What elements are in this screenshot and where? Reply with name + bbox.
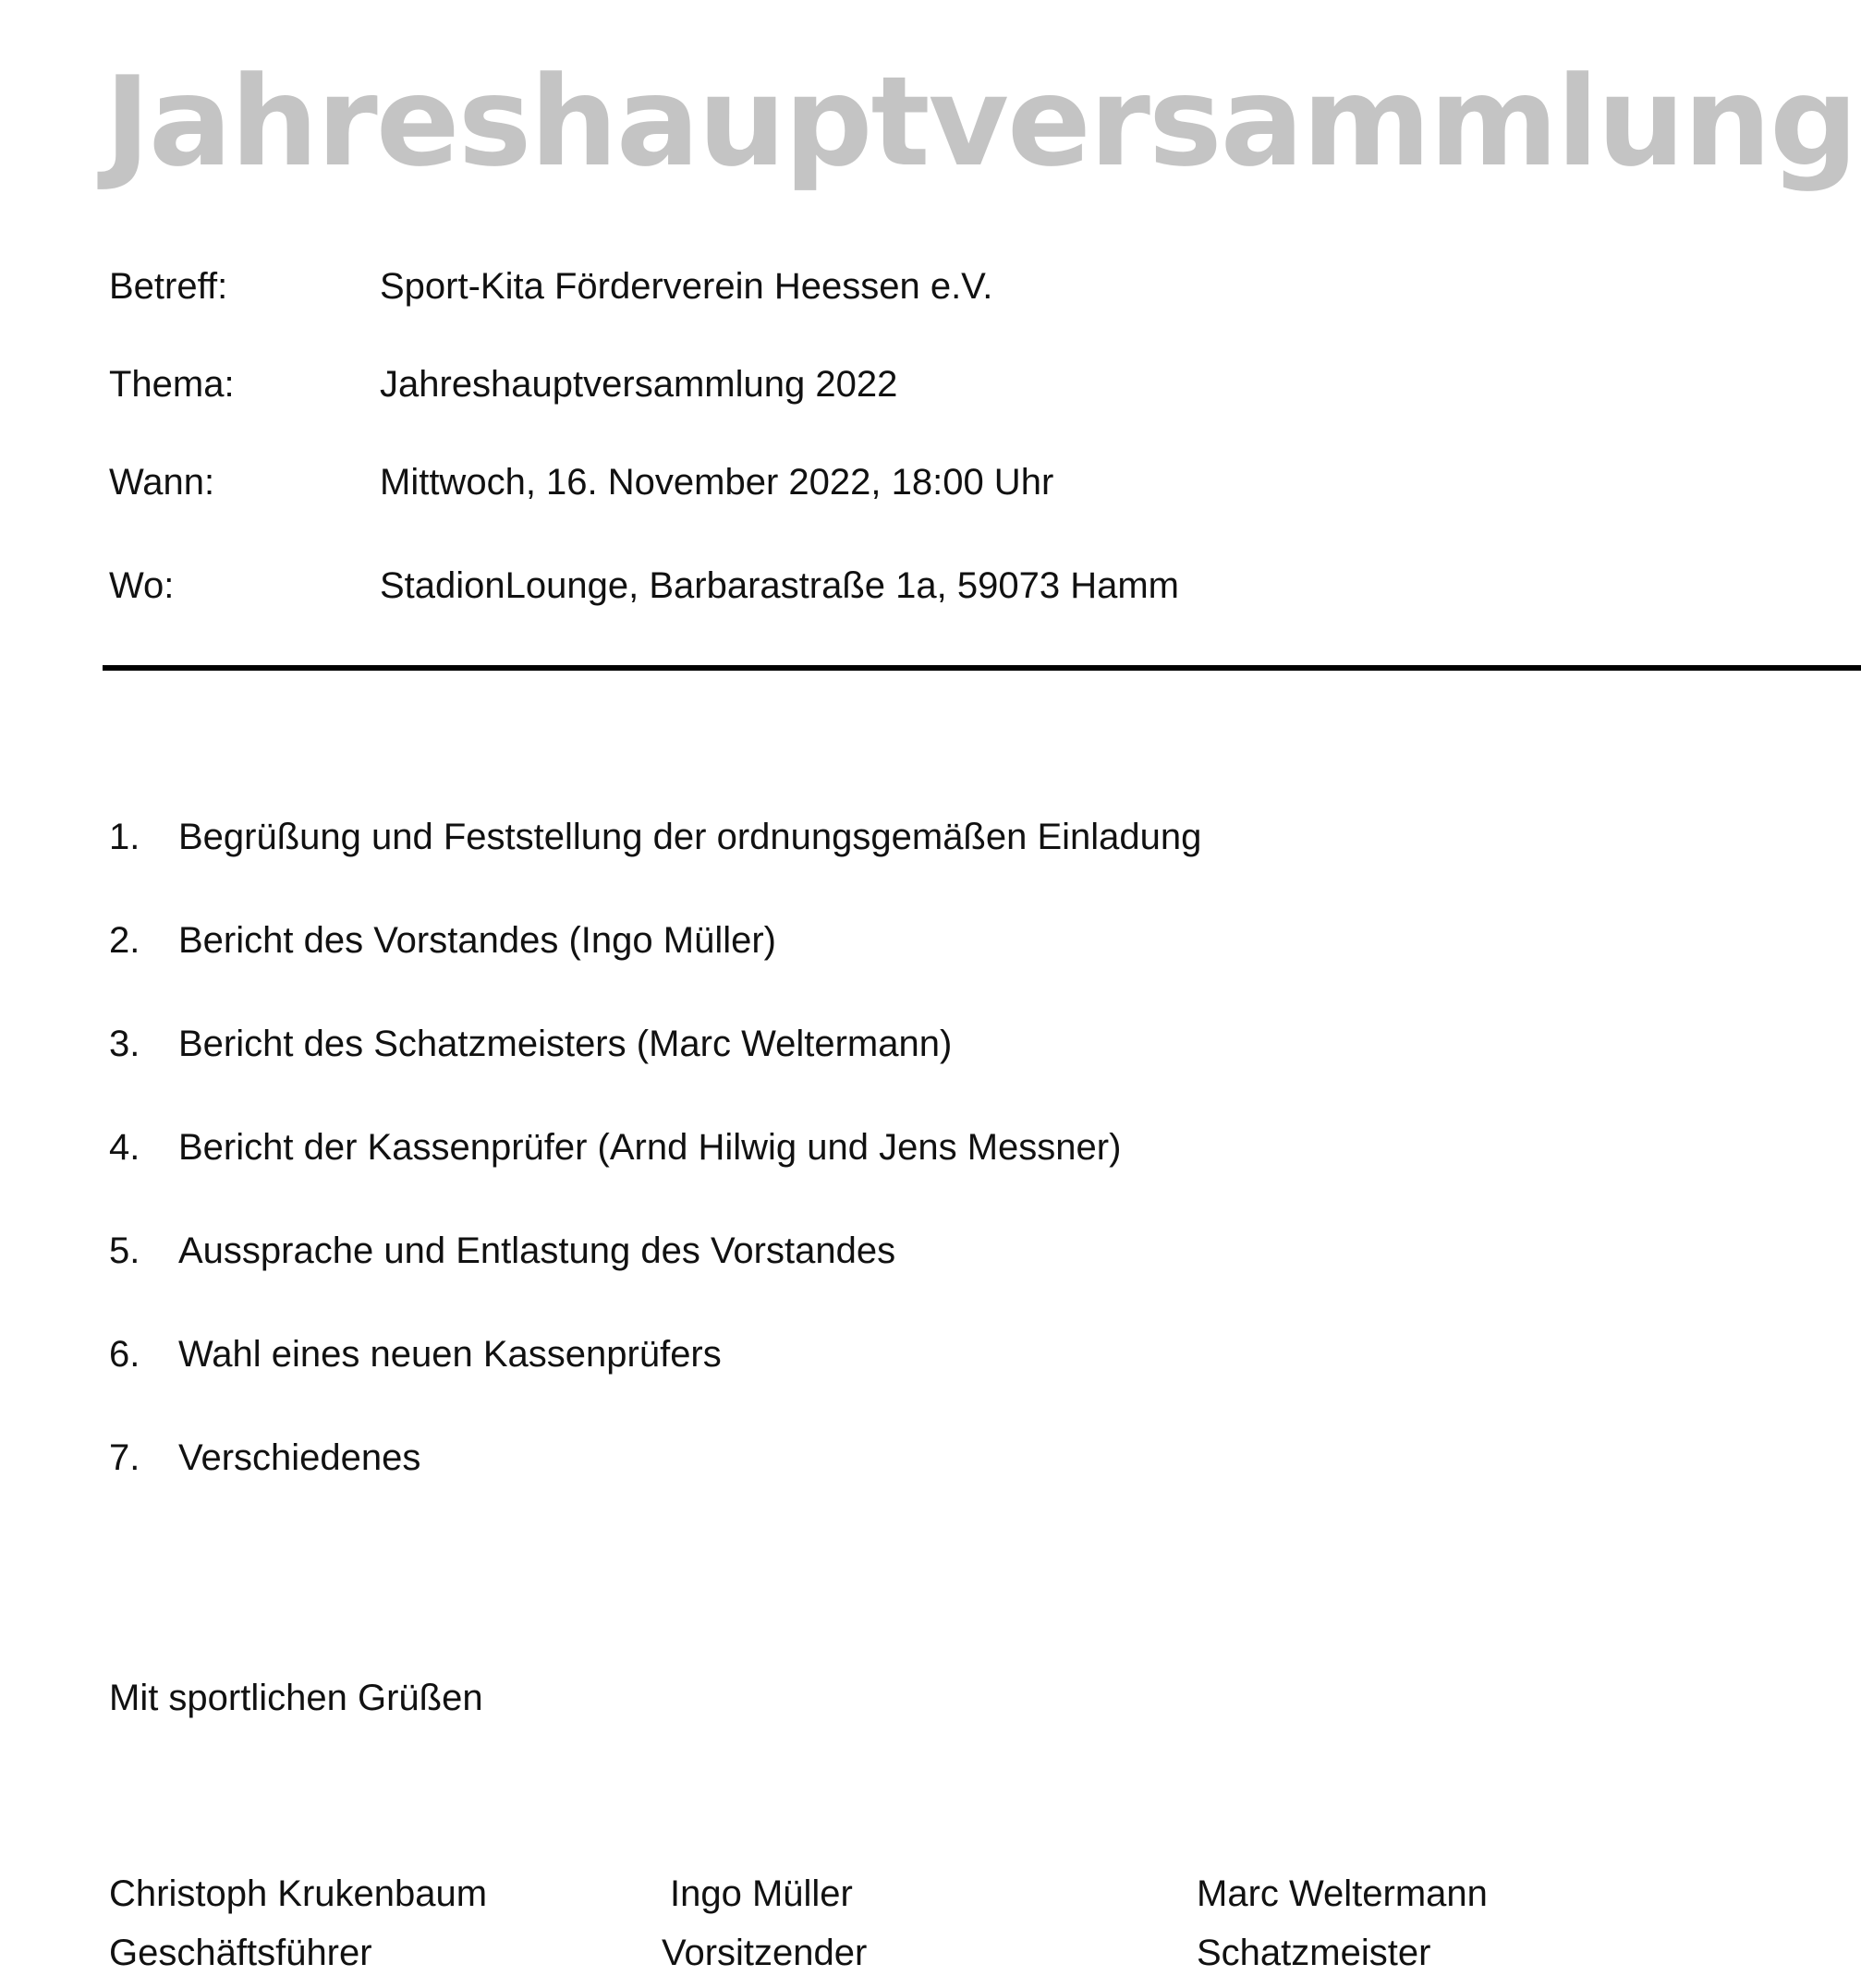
agenda-number: 4. (109, 1127, 140, 1168)
signatory-name: Christoph Krukenbaum (109, 1873, 488, 1914)
agenda-number: 7. (109, 1437, 140, 1478)
agenda-number: 6. (109, 1334, 140, 1375)
closing-greeting: Mit sportlichen Grüßen (109, 1678, 483, 1718)
signatory-role: Vorsitzender (662, 1933, 868, 1973)
agenda-text: Bericht des Vorstandes (Ingo Müller) (178, 920, 776, 961)
meta-value: Sport-Kita Förderverein Heessen e.V. (380, 266, 993, 307)
agenda-text: Verschiedenes (178, 1437, 421, 1478)
horizontal-divider (103, 665, 1861, 671)
agenda-text: Bericht des Schatzmeisters (Marc Weltermann) (178, 1024, 953, 1064)
meta-value: StadionLounge, Barbarastraße 1a, 59073 Hamm (380, 565, 1179, 606)
signature-block (662, 1864, 867, 1982)
signatory-name: Marc Weltermann (1197, 1873, 1488, 1914)
meta-label: Wann: (109, 462, 215, 503)
agenda-text: Bericht der Kassenprüfer (Arnd Hilwig und Jens Messner) (178, 1127, 1122, 1168)
agenda-number: 2. (109, 920, 140, 961)
meta-label: Thema: (109, 364, 235, 405)
meta-value: Jahreshauptversammlung 2022 (380, 364, 898, 405)
agenda-text: Wahl eines neuen Kassenprüfers (178, 1334, 722, 1375)
meta-value: Mittwoch, 16. November 2022, 18:00 Uhr (380, 462, 1054, 503)
meta-label: Betreff: (109, 266, 228, 307)
agenda-number: 1. (109, 817, 140, 857)
signatory-role: Geschäftsführer (109, 1933, 372, 1973)
meta-label: Wo: (109, 565, 175, 606)
agenda-text: Begrüßung und Feststellung der ordnungsgemäßen Einladung (178, 817, 1202, 857)
signature-block (109, 1864, 487, 1982)
agenda-number: 5. (109, 1230, 140, 1271)
signatory-name: Ingo Müller (670, 1873, 853, 1914)
agenda-text: Aussprache und Entlastung des Vorstandes (178, 1230, 896, 1271)
signature-block (1197, 1864, 1488, 1982)
signatory-role: Schatzmeister (1197, 1933, 1431, 1973)
document-title: Jahreshauptversammlung (104, 50, 1856, 194)
agenda-number: 3. (109, 1024, 140, 1064)
